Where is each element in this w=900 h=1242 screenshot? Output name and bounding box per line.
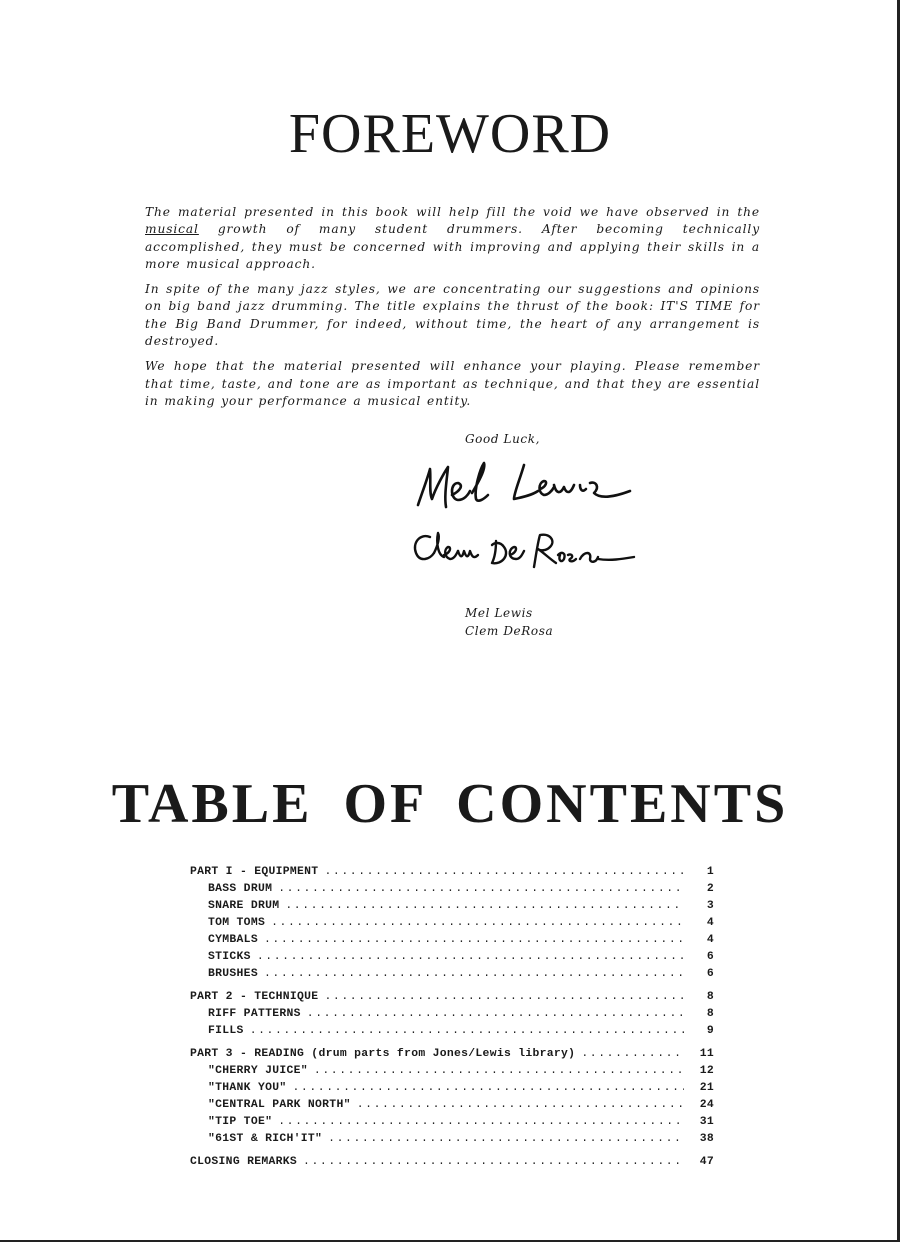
toc-entry: BASS DRUM ..... 2 (190, 881, 714, 898)
leader-dots (264, 966, 684, 983)
foreword-title: FOREWORD (288, 102, 612, 165)
handwritten-signatures (400, 455, 640, 585)
toc-entry: SNARE DRUM ..... 3 (190, 898, 714, 915)
toc-entry: "TIP TOE" ..... 31 (190, 1114, 714, 1131)
leader-dots (328, 1131, 684, 1148)
toc-entry: "CENTRAL PARK NORTH" ..... 24 (190, 1097, 714, 1114)
closing-line: Good Luck, (465, 432, 541, 446)
toc-entry: STICKS ..... 6 (190, 949, 714, 966)
leader-dots (324, 864, 684, 881)
leader-dots (324, 989, 684, 1006)
foreword-body (145, 204, 760, 418)
leader-dots (303, 1154, 684, 1171)
leader-dots (314, 1063, 684, 1080)
toc-entry: FILLS ..... 9 (190, 1023, 714, 1040)
signature-clem-derosa (415, 533, 634, 567)
leader-dots (581, 1046, 684, 1063)
toc-entry: "CHERRY JUICE" ..... 12 (190, 1063, 714, 1080)
leader-dots (250, 1023, 684, 1040)
foreword-paragraph-3: We hope that the material presented will enhance your playing. Please remember that time, taste, and tone are as important as technique, and that they are essential in making your performance a musical entity. (145, 359, 760, 408)
underlined-word: musical (145, 222, 199, 237)
toc-entry: CYMBALS ..... 4 (190, 932, 714, 949)
toc-entry: BRUSHES ..... 6 (190, 966, 714, 983)
toc-entry-closing: CLOSING REMARKS ..... 47 (190, 1154, 714, 1171)
leader-dots (357, 1097, 684, 1114)
signature-mel-lewis (418, 463, 630, 507)
leader-dots (257, 949, 684, 966)
toc-entry: TOM TOMS ..... 4 (190, 915, 714, 932)
leader-dots (307, 1006, 684, 1023)
printed-names (465, 604, 553, 640)
leader-dots (271, 915, 684, 932)
toc-entry-part-3: PART 3 - READING (drum parts from Jones/Lewis library) ..... 11 (190, 1046, 714, 1063)
leader-dots (278, 881, 684, 898)
toc-entry-part-2: PART 2 - TECHNIQUE ..... 8 (190, 989, 714, 1006)
author-name-1: Mel Lewis (465, 606, 533, 620)
toc-entry: "61ST & RICH'IT" ..... 38 (190, 1131, 714, 1148)
leader-dots (278, 1114, 684, 1131)
toc-entry: "THANK YOU" ..... 21 (190, 1080, 714, 1097)
leader-dots (293, 1080, 685, 1097)
foreword-paragraph-2: In spite of the many jazz styles, we are concentrating our suggestions and opinions on big band jazz drumming. The title explains the thrust of the book: IT'S TIME for the Big Band Drummer, for indeed, without time, the heart of any arrangement is destroyed. (145, 282, 760, 349)
toc-title: TABLE OF CONTENTS (111, 772, 789, 835)
author-name-2: Clem DeRosa (465, 624, 554, 638)
leader-dots (285, 898, 684, 915)
toc-entry-part-1: PART I - EQUIPMENT ..... 1 (190, 864, 714, 881)
toc-entry: RIFF PATTERNS ..... 8 (190, 1006, 714, 1023)
leader-dots (264, 932, 684, 949)
foreword-paragraph-1: The material presented in this book will help fill the void we have observed in the musical growth of many student drummers. After becoming technically accomplished, they must be concerned with improving and applying their skills in a more musical approach. (145, 205, 760, 271)
table-of-contents (190, 864, 714, 1171)
